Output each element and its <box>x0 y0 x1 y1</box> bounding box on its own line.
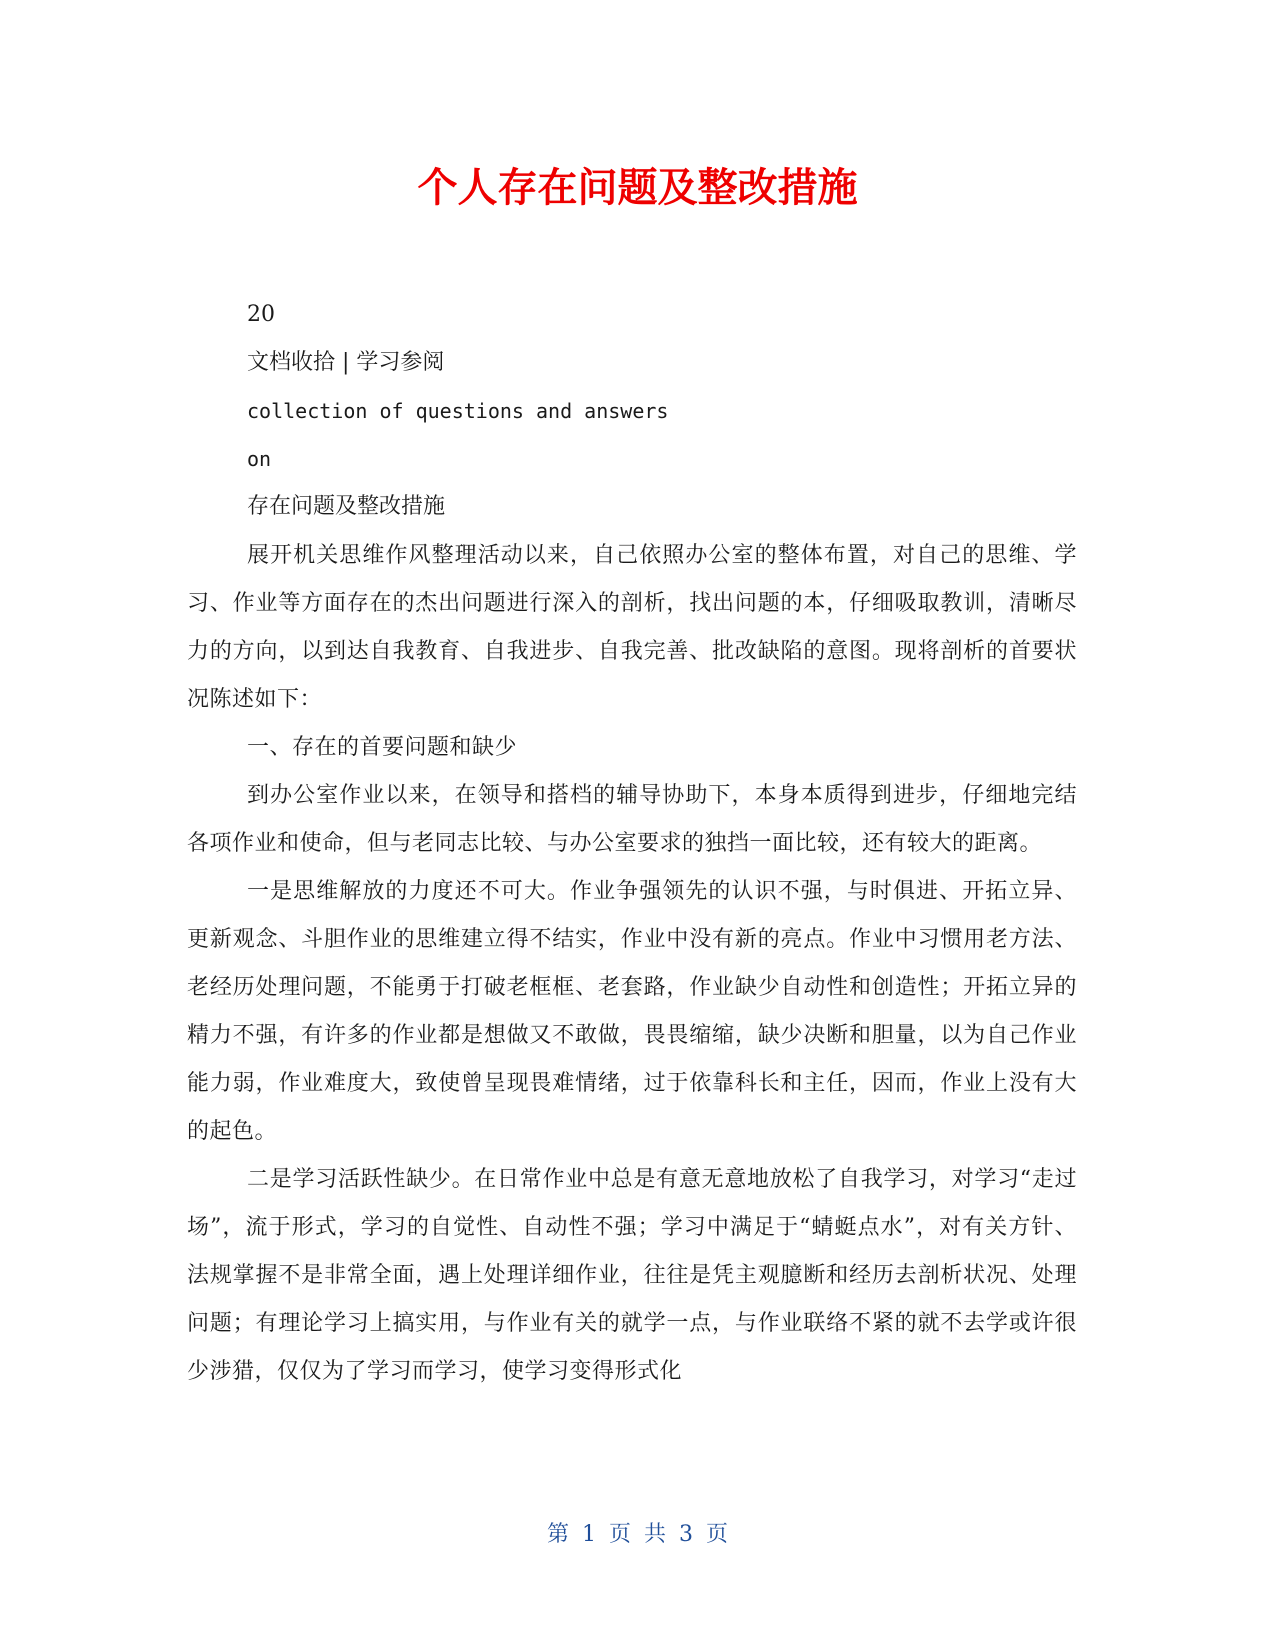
paragraph-intro: 展开机关思维作风整理活动以来，自己依照办公室的整体布置，对自己的思维、学习、作业等方面存在的杰出问题进行深入的剖析，找出问题的本，仔细吸取教训，清晰尽力的方向，以到达自我教育、自我进步、自我完善、批改缺陷的意图。现将剖析的首要状况陈述如下： <box>187 543 1077 712</box>
header-english-on: on <box>247 447 272 471</box>
header-source: 文档收拾 | 学习参阅 <box>247 350 445 375</box>
paragraph-point-one: 一是思维解放的力度还不可大。作业争强领先的认识不强，与时俱进、开拓立异、更新观念、斗胆作业的思维建立得不结实，作业中没有新的亮点。作业中习惯用老方法、老经历处理问题，不能勇于打破老框框、老套路，作业缺少自动性和创造性；开拓立异的精力不强，有许多的作业都是想做又不敢做，畏畏缩缩，缺少决断和胆量，以为自己作业能力弱，作业难度大，致使曾呈现畏难情绪，过于依靠科长和主任，因而，作业上没有大的起色。 <box>187 879 1077 1144</box>
header-english-line: collection of questions and answers <box>247 399 669 423</box>
paragraph-point-two: 二是学习活跃性缺少。在日常作业中总是有意无意地放松了自我学习，对学习“走过场”，流于形式，学习的自觉性、自动性不强；学习中满足于“蜻蜓点水”，对有关方针、法规掌握不是非常全面，遇上处理详细作业，往往是凭主观臆断和经历去剖析状况、处理问题；有理论学习上搞实用，与作业有关的就学一点，与作业联络不紧的就不去学或许很少涉猎，仅仅为了学习而学习，使学习变得形式化 <box>187 1167 1077 1384</box>
header-subtitle: 存在问题及整改措施 <box>247 494 446 519</box>
page-title: 个人存在问题及整改措施 <box>417 165 858 211</box>
document-header <box>247 291 1107 531</box>
paragraph-overview: 到办公室作业以来，在领导和搭档的辅导协助下，本身本质得到进步，仔细地完结各项作业和使命，但与老同志比较、与办公室要求的独挡一面比较，还有较大的距离。 <box>187 783 1077 856</box>
page-number-footer: 第 1 页 共 3 页 <box>547 1522 728 1547</box>
section-heading: 一、存在的首要问题和缺少 <box>247 735 518 760</box>
header-number: 20 <box>247 302 275 327</box>
document-body <box>187 532 1077 1396</box>
